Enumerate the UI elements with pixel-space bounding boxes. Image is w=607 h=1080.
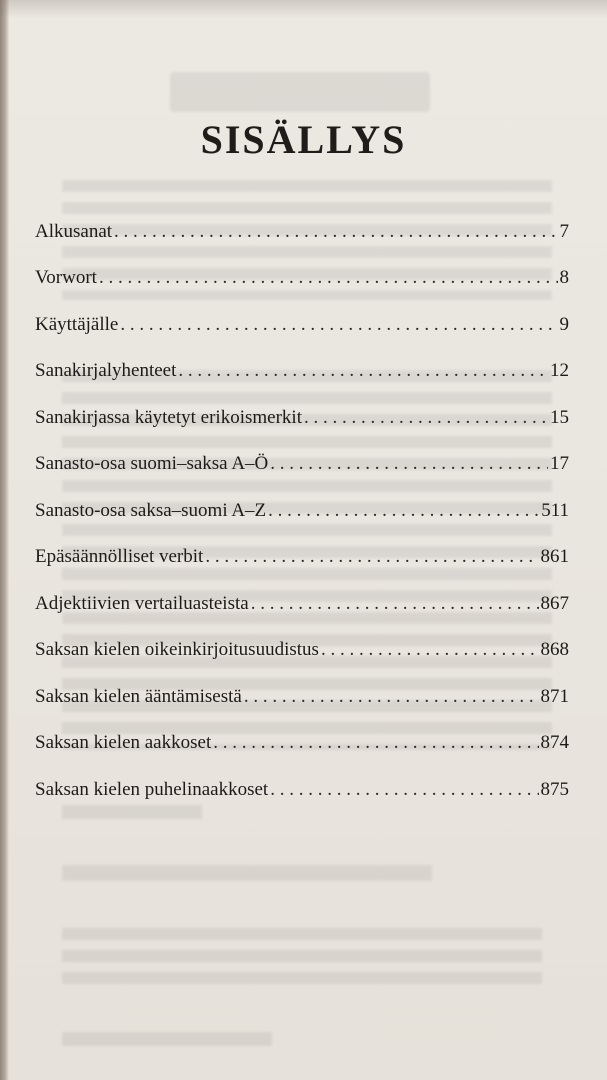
toc-leader-dots — [304, 407, 548, 429]
toc-entry-page-number: 874 — [540, 732, 569, 753]
toc-entry — [35, 289, 569, 336]
toc-leader-dots — [251, 593, 539, 615]
page-title: SISÄLLYS — [200, 117, 407, 162]
toc-entry-label: Epäsäännölliset verbit — [35, 546, 204, 567]
toc-leader-dots — [114, 221, 557, 243]
table-of-contents — [35, 196, 569, 801]
toc-entry — [35, 615, 569, 662]
toc-entry — [35, 336, 569, 383]
toc-entry — [35, 661, 569, 708]
toc-entry — [35, 196, 569, 243]
toc-entry-page-number: 9 — [559, 313, 569, 335]
toc-leader-dots — [244, 686, 539, 708]
toc-leader-dots — [205, 546, 538, 568]
show-through-paragraph — [62, 928, 542, 984]
toc-entry-label: Alkusanat — [35, 220, 113, 242]
toc-entry — [35, 522, 569, 569]
toc-entry — [35, 754, 569, 801]
toc-entry-label: Saksan kielen oikeinkirjoitusuudistus — [35, 639, 319, 660]
toc-entry — [35, 382, 569, 429]
toc-entry-label: Saksan kielen puhelinaakkoset — [35, 778, 269, 800]
toc-leader-dots — [178, 360, 548, 382]
toc-entry-label: Käyttäjälle — [35, 313, 119, 335]
toc-entry-page-number: 861 — [540, 546, 569, 567]
show-through-footer — [62, 805, 202, 819]
toc-leader-dots — [268, 500, 539, 522]
toc-entry — [35, 568, 569, 615]
toc-entry — [35, 475, 569, 522]
toc-entry-page-number: 871 — [540, 685, 569, 707]
toc-entry-label: Sanasto-osa saksa–suomi A–Z — [35, 499, 267, 521]
toc-leader-dots — [321, 639, 539, 661]
toc-leader-dots — [270, 453, 548, 475]
toc-entry-label: Adjektiivien vertailuasteista — [35, 592, 249, 614]
toc-leader-dots — [270, 779, 538, 801]
toc-entry-label: Sanasto-osa suomi–saksa A–Ö — [35, 453, 269, 474]
toc-entry-page-number: 875 — [540, 778, 569, 800]
toc-entry-page-number: 511 — [541, 499, 569, 521]
toc-leader-dots — [120, 314, 557, 336]
toc-entry — [35, 429, 569, 476]
toc-entry-page-number: 8 — [559, 267, 569, 288]
toc-entry-page-number: 15 — [550, 406, 569, 428]
show-through-heading — [62, 865, 432, 881]
toc-entry-label: Sanakirjassa käytetyt erikoismerkit — [35, 406, 302, 428]
toc-entry-page-number: 868 — [540, 639, 569, 660]
toc-entry-page-number: 17 — [550, 453, 569, 474]
toc-leader-dots — [99, 267, 558, 289]
toc-entry-page-number: 867 — [540, 592, 569, 614]
toc-entry-label: Saksan kielen aakkoset — [35, 732, 212, 753]
toc-entry-label: Saksan kielen ääntämisestä — [35, 685, 242, 707]
toc-entry-label: Sanakirjalyhenteet — [35, 360, 177, 381]
toc-entry-page-number: 7 — [559, 220, 569, 242]
show-through-footer — [62, 1032, 272, 1046]
page-top-shadow — [0, 0, 607, 18]
show-through-heading — [170, 72, 430, 112]
toc-entry — [35, 243, 569, 290]
toc-entry-label: Vorwort — [35, 267, 97, 288]
toc-leader-dots — [213, 732, 538, 754]
toc-entry — [35, 708, 569, 755]
toc-entry-page-number: 12 — [550, 360, 569, 381]
